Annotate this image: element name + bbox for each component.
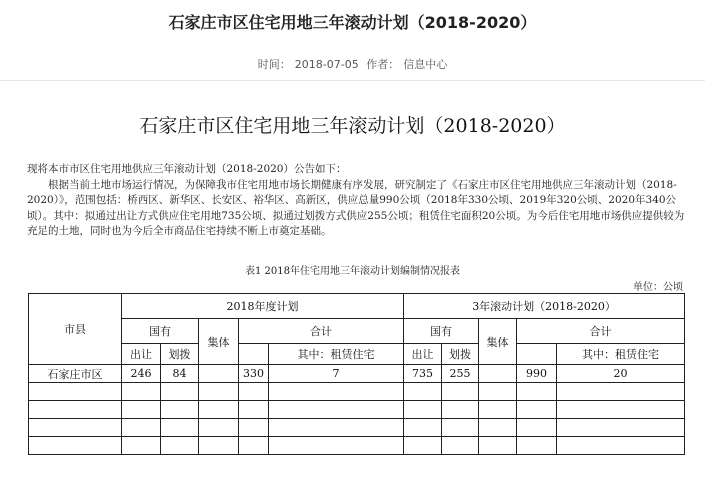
empty-cell xyxy=(161,383,199,401)
author-name: 信息中心 xyxy=(403,58,448,71)
empty-cell xyxy=(239,401,269,419)
publish-date: 2018-07-05 xyxy=(294,58,359,71)
cell-transfer-2018: 246 xyxy=(122,365,161,383)
col-header-rental-3yr: 其中：租赁住宅 xyxy=(557,344,685,365)
empty-cell xyxy=(442,437,479,455)
table-row xyxy=(29,437,685,455)
empty-cell xyxy=(404,437,442,455)
body-paragraph: 根据当前土地市场运行情况，为保障我市住宅用地市场长期健康有序发展，研究制定了《石家庄市区住宅用地供应三年滚动计划（2018-2020）》，范围包括：桥西区、新华区、长安区、裕华区、高新区，供应总量990公顷（2018年330公顷、2019年320公顷、2020年340公顷）。其中：拟通过出让方式供应住宅用地735公顷、拟通过划拨方式供应255公顷；租赁住宅面积20公顷。为今后住宅用地市场供应提供较为充足的土地，同时也为今后全市商品住宅持续不断上市奠定基础。 xyxy=(27,178,685,237)
document-title: 石家庄市区住宅用地三年滚动计划（2018-2020） xyxy=(139,115,566,137)
empty-cell xyxy=(161,419,199,437)
empty-cell xyxy=(122,383,161,401)
col-header-transfer-2018: 出让 xyxy=(122,344,161,365)
cell-city: 石家庄市区 xyxy=(29,365,122,383)
empty-cell xyxy=(161,401,199,419)
col-header-transfer-3yr: 出让 xyxy=(404,344,442,365)
col-header-plan-2018: 2018年度计划 xyxy=(122,294,404,319)
empty-cell xyxy=(517,419,557,437)
empty-cell xyxy=(269,383,404,401)
empty-cell xyxy=(199,437,239,455)
empty-cell xyxy=(404,419,442,437)
table-row xyxy=(29,383,685,401)
col-header-allocation-3yr: 划拨 xyxy=(442,344,479,365)
empty-cell xyxy=(239,383,269,401)
col-header-state-owned-3yr: 国有 xyxy=(404,319,479,344)
empty-cell xyxy=(557,437,685,455)
col-header-plan-3yr: 3年滚动计划（2018-2020） xyxy=(404,294,685,319)
article-meta xyxy=(0,56,705,72)
empty-cell xyxy=(479,401,517,419)
table-row xyxy=(29,401,685,419)
empty-cell xyxy=(199,419,239,437)
cell-rental-3yr: 20 xyxy=(557,365,685,383)
empty-cell xyxy=(29,401,122,419)
empty-cell xyxy=(122,437,161,455)
time-label: 时间： xyxy=(257,58,291,71)
col-header-collective-2018: 集体 xyxy=(199,319,239,365)
cell-total-2018: 330 xyxy=(239,365,269,383)
divider xyxy=(0,80,705,81)
empty-cell xyxy=(479,383,517,401)
empty-cell xyxy=(269,437,404,455)
plan-table xyxy=(28,293,685,455)
empty-cell xyxy=(199,401,239,419)
col-header-total-2018: 合计 xyxy=(239,319,404,344)
cell-rental-2018: 7 xyxy=(269,365,404,383)
empty-cell xyxy=(442,401,479,419)
cell-collective-3yr xyxy=(479,365,517,383)
author-label: 作者： xyxy=(366,58,400,71)
empty-cell xyxy=(239,437,269,455)
table-row xyxy=(29,365,685,383)
empty-cell xyxy=(557,383,685,401)
cell-transfer-3yr: 735 xyxy=(404,365,442,383)
empty-cell xyxy=(161,437,199,455)
empty-cell xyxy=(442,419,479,437)
unit-label: 单位：公顷 xyxy=(633,282,683,293)
empty-cell xyxy=(269,419,404,437)
empty-cell xyxy=(517,401,557,419)
col-header-city: 市县 xyxy=(29,294,122,365)
col-header-total-blank-3yr xyxy=(517,344,557,365)
cell-total-3yr: 990 xyxy=(517,365,557,383)
announcement-body xyxy=(27,162,687,240)
table-caption: 表1 2018年住宅用地三年滚动计划编制情况报表 xyxy=(245,266,460,277)
empty-cell xyxy=(517,437,557,455)
empty-cell xyxy=(404,383,442,401)
col-header-total-blank-2018 xyxy=(239,344,269,365)
table-row xyxy=(29,419,685,437)
empty-cell xyxy=(269,401,404,419)
empty-cell xyxy=(29,437,122,455)
empty-cell xyxy=(239,419,269,437)
cell-collective-2018 xyxy=(199,365,239,383)
empty-cell xyxy=(557,419,685,437)
intro-line: 现将本市市区住宅用地供应三年滚动计划（2018-2020）公告如下： xyxy=(27,163,347,175)
cell-allocation-3yr: 255 xyxy=(442,365,479,383)
empty-cell xyxy=(404,401,442,419)
empty-cell xyxy=(29,383,122,401)
empty-cell xyxy=(199,383,239,401)
empty-cell xyxy=(122,419,161,437)
empty-cell xyxy=(479,437,517,455)
empty-cell xyxy=(557,401,685,419)
col-header-rental-2018: 其中：租赁住宅 xyxy=(269,344,404,365)
cell-allocation-2018: 84 xyxy=(161,365,199,383)
empty-cell xyxy=(517,383,557,401)
col-header-collective-3yr: 集体 xyxy=(479,319,517,365)
empty-cell xyxy=(29,419,122,437)
empty-cell xyxy=(122,401,161,419)
empty-cell xyxy=(442,383,479,401)
page-title: 石家庄市区住宅用地三年滚动计划（2018-2020） xyxy=(168,13,537,32)
col-header-total-3yr: 合计 xyxy=(517,319,685,344)
empty-cell xyxy=(479,419,517,437)
col-header-state-owned-2018: 国有 xyxy=(122,319,199,344)
col-header-allocation-2018: 划拨 xyxy=(161,344,199,365)
